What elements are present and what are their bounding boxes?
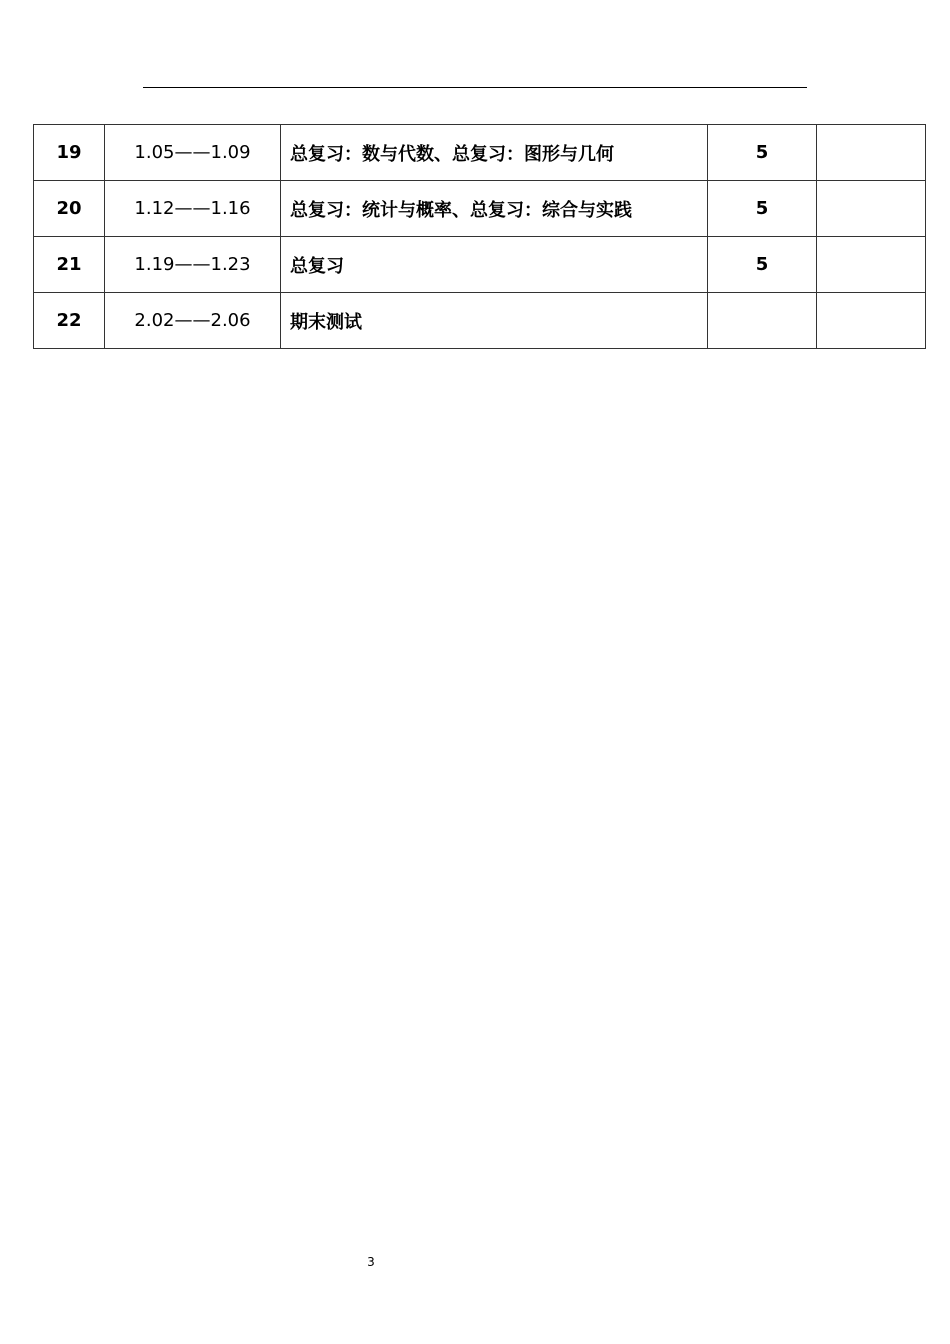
date-range-cell: 1.05——1.09 (105, 125, 281, 181)
page-number: 3 (367, 1255, 375, 1269)
notes-cell (817, 181, 926, 237)
week-number-cell: 19 (34, 125, 105, 181)
hours-cell: 5 (708, 181, 817, 237)
week-number-cell: 22 (34, 293, 105, 349)
content-cell: 期末测试 (281, 293, 708, 349)
notes-cell (817, 237, 926, 293)
hours-cell: 5 (708, 125, 817, 181)
schedule-table (33, 124, 926, 349)
header-rule (143, 87, 807, 88)
week-number-cell: 21 (34, 237, 105, 293)
table-row (34, 293, 926, 349)
content-cell: 总复习 (281, 237, 708, 293)
date-range-cell: 2.02——2.06 (105, 293, 281, 349)
notes-cell (817, 293, 926, 349)
table-row (34, 181, 926, 237)
hours-cell: 5 (708, 237, 817, 293)
notes-cell (817, 125, 926, 181)
table-row (34, 125, 926, 181)
hours-cell (708, 293, 817, 349)
date-range-cell: 1.12——1.16 (105, 181, 281, 237)
date-range-cell: 1.19——1.23 (105, 237, 281, 293)
table-row (34, 237, 926, 293)
week-number-cell: 20 (34, 181, 105, 237)
content-cell: 总复习：统计与概率、总复习：综合与实践 (281, 181, 708, 237)
content-cell: 总复习：数与代数、总复习：图形与几何 (281, 125, 708, 181)
